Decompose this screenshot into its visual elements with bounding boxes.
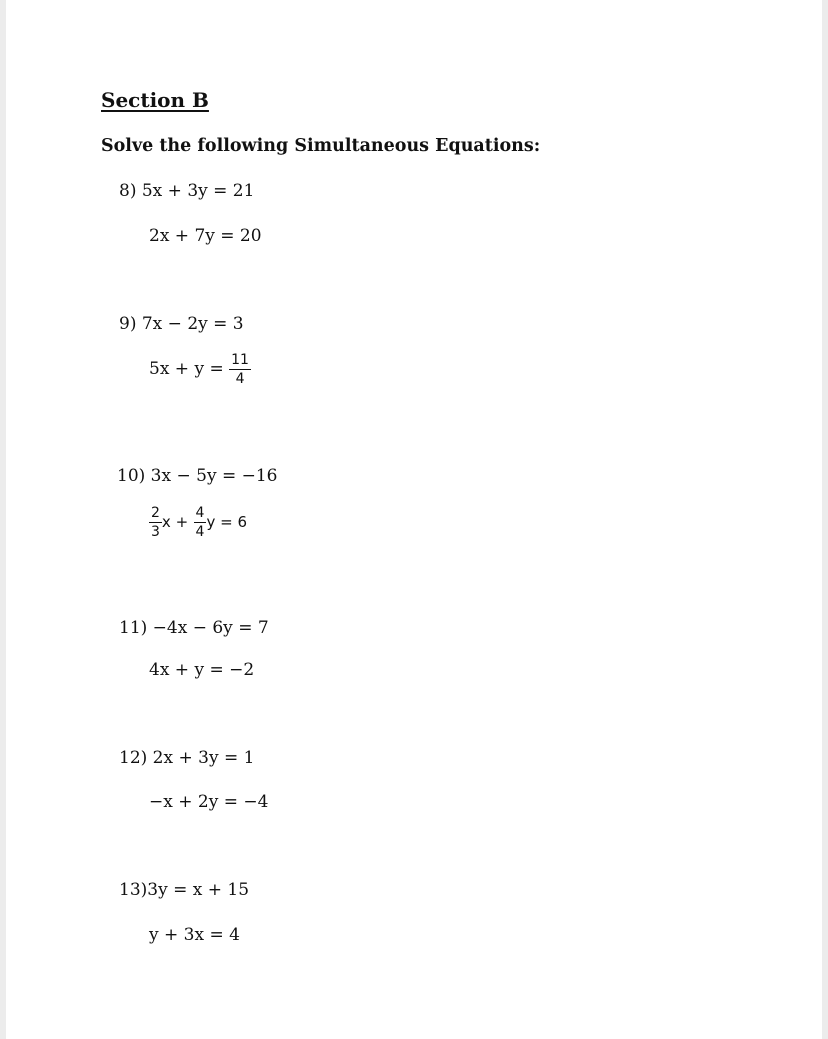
equation-text: 3y = x + 15 <box>147 880 250 900</box>
problem-13-equation-2: y + 3x = 4 <box>149 925 240 945</box>
problem-12-equation-2: −x + 2y = −4 <box>149 792 269 812</box>
fraction-denominator: 3 <box>151 524 160 540</box>
equation-rhs: y = 6 <box>206 513 247 531</box>
problem-number: 11) <box>119 618 148 638</box>
equation-text: 3x − 5y = −16 <box>150 466 278 486</box>
fraction-numerator: 4 <box>195 505 205 521</box>
problem-number: 10) <box>117 466 146 486</box>
problem-8-equation-1 <box>119 180 254 202</box>
equation-middle: x + <box>161 513 189 531</box>
problem-10-equation-2 <box>149 505 247 540</box>
equation-text: 5x + 3y = 21 <box>141 181 255 201</box>
problem-number: 12) <box>119 748 148 768</box>
problem-11-equation-2: 4x + y = −2 <box>149 660 255 680</box>
problem-number: 8) <box>119 181 137 201</box>
fraction-denominator: 4 <box>195 524 205 540</box>
equation-text: 7x − 2y = 3 <box>141 314 244 334</box>
problem-13-equation-1 <box>119 879 249 901</box>
instruction-text: Solve the following Simultaneous Equations: <box>101 136 541 156</box>
equation-text: −4x − 6y = 7 <box>152 618 269 638</box>
section-heading: Section B <box>101 88 209 112</box>
problem-12-equation-1 <box>119 747 254 769</box>
fraction-numerator: 2 <box>151 505 160 521</box>
fraction <box>149 505 162 540</box>
problem-8-equation-2: 2x + 7y = 20 <box>149 226 262 246</box>
fraction-denominator: 4 <box>235 371 245 387</box>
problem-number: 9) <box>119 314 137 334</box>
document-page <box>6 0 822 1039</box>
fraction <box>229 352 251 387</box>
equation-text: 2x + 3y = 1 <box>152 748 255 768</box>
fraction <box>194 505 207 540</box>
problem-number: 13) <box>119 880 148 900</box>
problem-10-equation-1 <box>117 465 277 487</box>
problem-9-equation-1 <box>119 313 244 335</box>
problem-9-equation-2 <box>149 352 251 387</box>
problem-11-equation-1 <box>119 617 269 639</box>
equation-lhs: 5x + y = <box>149 359 224 379</box>
fraction-numerator: 11 <box>231 352 249 368</box>
